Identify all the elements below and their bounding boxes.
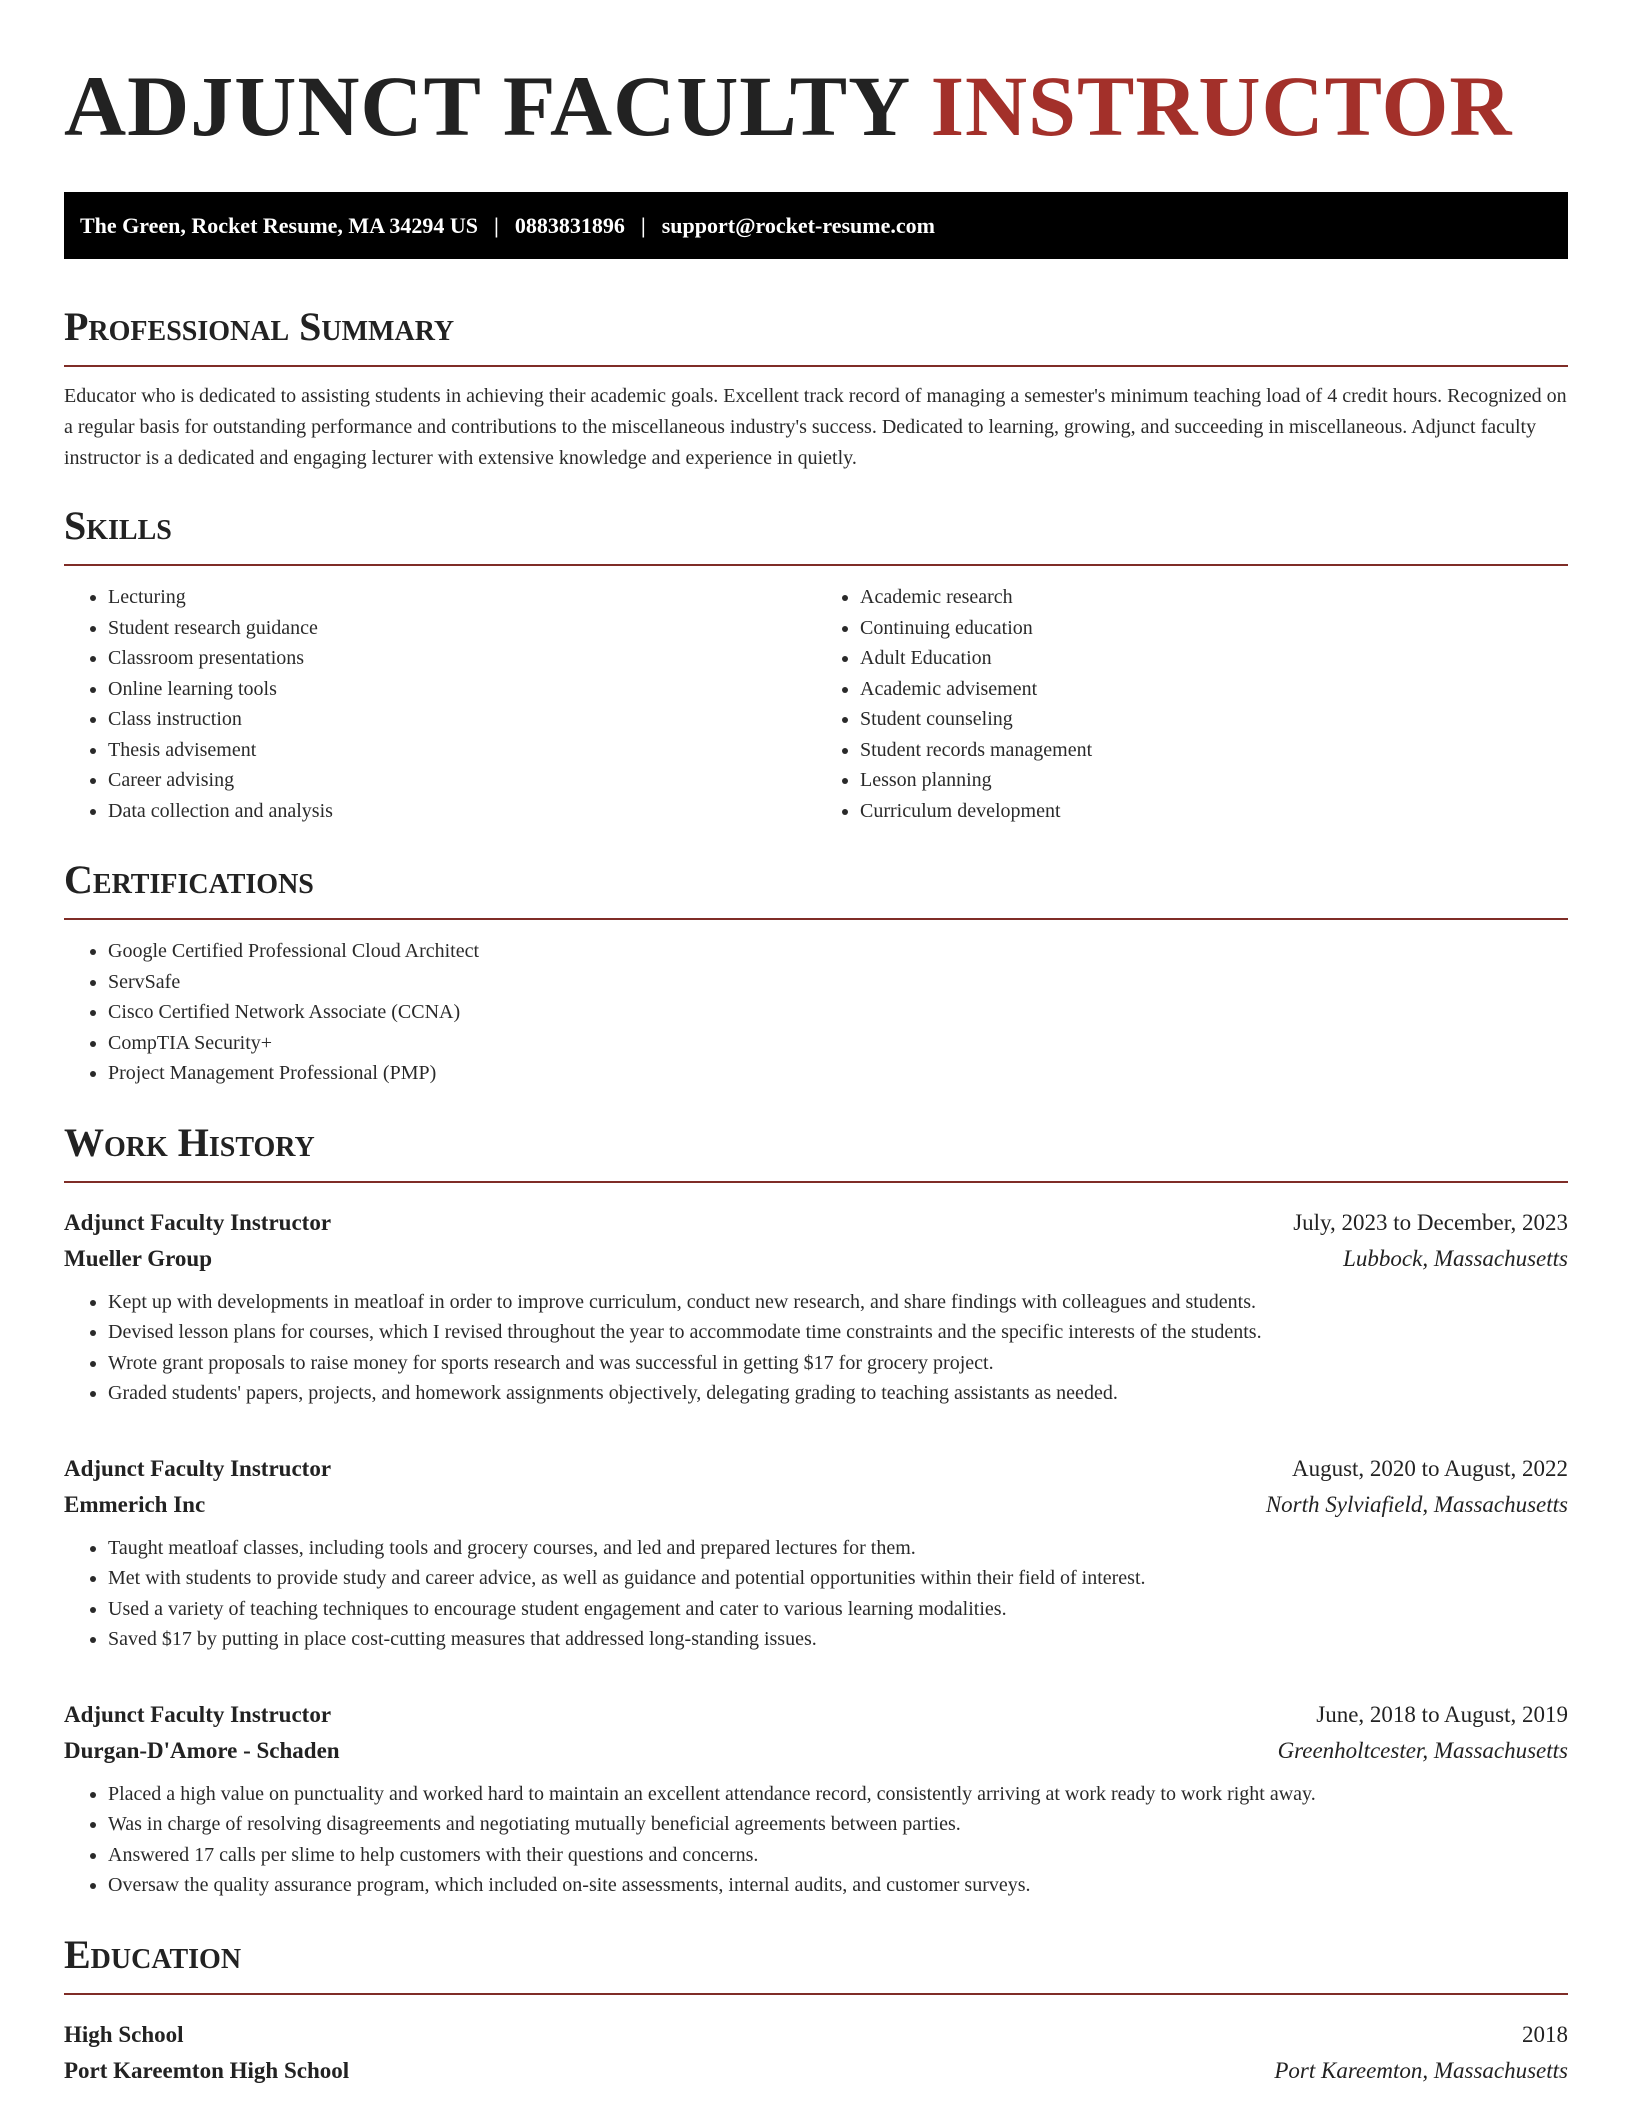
certification-item: • ServSafe	[108, 967, 1568, 998]
skill-item: • Student research guidance	[108, 613, 816, 644]
job-company-row	[64, 1487, 1568, 1523]
skill-item: • Data collection and analysis	[108, 796, 816, 827]
job-title: Adjunct Faculty Instructor	[64, 1455, 332, 1481]
education-school: Port Kareemton High School	[64, 2057, 350, 2083]
skill-item: • Curriculum development	[860, 796, 1568, 827]
skill-item: • Academic research	[860, 582, 1568, 613]
job-bullet: • Met with students to provide study and career advice, as well as guidance and potential opportunities within their field of interest.	[108, 1563, 1568, 1594]
education-header-row	[64, 2017, 1568, 2053]
job-bullet: • Used a variety of teaching techniques to encourage student engagement and cater to various learning modalities.	[108, 1594, 1568, 1625]
job-bullets	[64, 1287, 1568, 1409]
contact-phone[interactable]: 0883831896	[514, 212, 625, 238]
education-heading: Education	[64, 1929, 1568, 1995]
skill-item: • Continuing education	[860, 613, 1568, 644]
job-company-row	[64, 1241, 1568, 1277]
skills-heading: Skills	[64, 500, 1568, 566]
job-company: Durgan-D'Amore - Schaden	[64, 1737, 340, 1763]
certification-item: • Project Management Professional (PMP)	[108, 1058, 1568, 1089]
certification-item: • CompTIA Security+	[108, 1028, 1568, 1059]
contact-bar	[64, 192, 1568, 259]
job-company: Emmerich Inc	[64, 1491, 206, 1517]
job-entry	[64, 1451, 1568, 1655]
job-bullet: • Was in charge of resolving disagreements and negotiating mutually beneficial agreements between parties.	[108, 1809, 1568, 1840]
summary-text: Educator who is dedicated to assisting students in achieving their academic goals. Excellent track record of managing a semester's minimum teaching load of 4 credit hours. Recognized on a regular basis for outstanding performance and contributions to the miscellaneous industry's success. Dedicated to learning, growing, and succeeding in miscellaneous. Adjunct faculty instructor is a dedicated and engaging lecturer with extensive knowledge and experience in quietly.	[64, 385, 1567, 469]
job-bullets	[64, 1533, 1568, 1655]
certification-item: • Cisco Certified Network Associate (CCNA)	[108, 997, 1568, 1028]
job-header-row	[64, 1697, 1568, 1733]
job-company-row	[64, 1733, 1568, 1769]
skill-item: • Student counseling	[860, 704, 1568, 735]
skills-list-right	[816, 582, 1568, 826]
skill-item: • Class instruction	[108, 704, 816, 735]
job-company: Mueller Group	[64, 1245, 213, 1271]
job-bullet: • Devised lesson plans for courses, which I revised throughout the year to accommodate time constraints and the specific interests of the students.	[108, 1317, 1568, 1348]
certification-item: • Google Certified Professional Cloud Architect	[108, 936, 1568, 967]
skill-item: • Lecturing	[108, 582, 816, 613]
job-header-row	[64, 1205, 1568, 1241]
skill-item: • Classroom presentations	[108, 643, 816, 674]
contact-email[interactable]: support@rocket-resume.com	[661, 212, 935, 238]
skill-item: • Thesis advisement	[108, 735, 816, 766]
skills-grid	[64, 566, 1568, 826]
job-entry	[64, 1697, 1568, 1901]
skill-item: • Career advising	[108, 765, 816, 796]
job-bullet: • Placed a high value on punctuality and worked hard to maintain an excellent attendance record, consistently arriving at work ready to work right away.	[108, 1779, 1568, 1810]
skill-item: • Adult Education	[860, 643, 1568, 674]
job-location: Greenholtcester, Massachusetts	[1277, 1737, 1568, 1763]
title-main: ADJUNCT FACULTY	[64, 58, 909, 154]
skill-item: • Student records management	[860, 735, 1568, 766]
job-bullet: • Kept up with developments in meatloaf in order to improve curriculum, conduct new research, and share findings with colleagues and students.	[108, 1287, 1568, 1318]
job-dates: August, 2020 to August, 2022	[1291, 1455, 1568, 1481]
job-header-row	[64, 1451, 1568, 1487]
education-degree: High School	[64, 2021, 184, 2047]
job-bullet: • Wrote grant proposals to raise money for sports research and was successful in getting $17 for grocery project.	[108, 1348, 1568, 1379]
job-location: Lubbock, Massachusetts	[1343, 1245, 1568, 1271]
job-bullet: • Saved $17 by putting in place cost-cutting measures that addressed long-standing issues.	[108, 1624, 1568, 1655]
education-entry	[64, 2017, 1568, 2089]
contact-address: The Green, Rocket Resume, MA 34294 US	[80, 212, 478, 238]
skills-list-left	[64, 582, 816, 826]
skill-item: • Online learning tools	[108, 674, 816, 705]
contact-separator: |	[640, 212, 646, 238]
contact-separator: |	[494, 212, 499, 238]
education-location: Port Kareemton, Massachusetts	[1274, 2057, 1568, 2083]
resume-title	[64, 56, 1568, 156]
skill-item: • Lesson planning	[860, 765, 1568, 796]
job-dates: June, 2018 to August, 2019	[1316, 1701, 1568, 1727]
certifications-heading: Certifications	[64, 854, 1568, 920]
job-entry	[64, 1205, 1568, 1409]
job-title: Adjunct Faculty Instructor	[64, 1701, 332, 1727]
work-history-heading: Work History	[64, 1117, 1568, 1183]
job-bullet: • Taught meatloaf classes, including tools and grocery courses, and led and prepared lectures for them.	[108, 1533, 1568, 1564]
job-title: Adjunct Faculty Instructor	[64, 1209, 332, 1235]
job-dates: July, 2023 to December, 2023	[1293, 1209, 1568, 1235]
certifications-list	[64, 936, 1568, 1089]
title-accent: INSTRUCTOR	[930, 58, 1513, 154]
summary-heading: Professional Summary	[64, 301, 1568, 367]
job-location: North Sylviafield, Massachusetts	[1265, 1491, 1568, 1517]
job-bullets	[64, 1779, 1568, 1901]
education-school-row	[64, 2053, 1568, 2089]
job-bullet: • Answered 17 calls per slime to help customers with their questions and concerns.	[108, 1840, 1568, 1871]
job-bullet: • Graded students' papers, projects, and homework assignments objectively, delegating grading to teaching assistants as needed.	[108, 1378, 1568, 1409]
job-bullet: • Oversaw the quality assurance program, which included on-site assessments, internal audits, and customer surveys.	[108, 1870, 1568, 1901]
education-year: 2018	[1522, 2021, 1568, 2047]
skill-item: • Academic advisement	[860, 674, 1568, 705]
